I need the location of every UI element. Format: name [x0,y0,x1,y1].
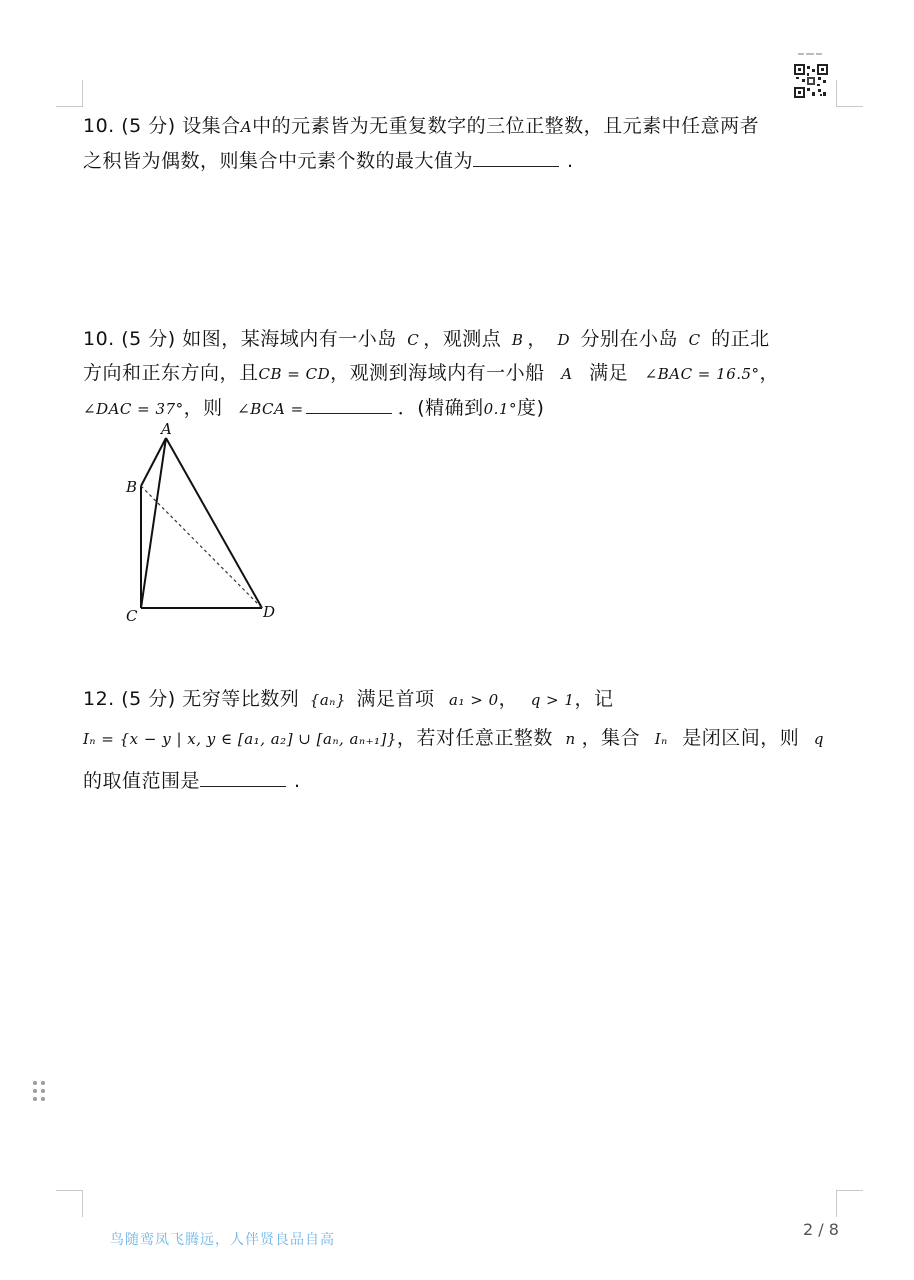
q10b-l1-B: B [511,331,524,349]
q10a-end: . [567,150,574,172]
q10b-l1-4: ， [527,328,547,350]
q10b-l2-eq: CB = CD [258,365,331,383]
crop-mark-bottom-left [56,1190,83,1217]
q10b-l2-0: 方向和正东方向，且 [83,362,259,384]
crop-mark-top-right [836,80,863,107]
q10b-l3-precision: 0.1° [483,400,517,418]
label-d: D [263,603,276,621]
q10a-set-letter: A [240,118,253,136]
q10b-l2-6: ， [759,362,780,384]
q12-l2-In: Iₙ [654,730,668,748]
drag-handle-icon[interactable] [32,1080,46,1102]
label-b: B [126,478,138,496]
label-c: C [126,607,138,625]
q10b-line-2 [83,361,779,386]
q10b-l2-2: ，观测到海域内有一小船 [330,362,545,384]
q10a-line-2 [83,148,574,173]
segment-ad [166,438,262,608]
q12-line-3 [83,768,301,793]
q10b-l3-5: 度) [516,397,545,419]
q10a-text-2: 之积皆为偶数，则集合中元素个数的最大值为 [83,150,474,172]
q10a-answer-blank[interactable] [473,148,559,167]
label-a: A [161,420,172,438]
crop-mark-top-left [56,80,83,107]
q12-end: . [294,770,301,792]
q12-l1-a1: a₁ > 0 [449,691,499,709]
segment-bd-dashed [141,486,262,608]
q12-line-1 [83,687,613,712]
q12-l2-n: n [565,730,576,748]
q10b-l1-6: 分别在小岛 [580,328,679,350]
qr-code-icon [794,64,828,98]
qr-caption-icon [798,50,822,58]
q12-l3: 的取值范围是 [83,770,201,792]
q10b-l1-0: 10. (5 分) 如图，某海域内有一小岛 [83,328,397,350]
triangle-figure [120,420,290,625]
q10b-l3-angle: ∠DAC = 37° [83,400,184,418]
q12-l1-2: 满足首项 [356,688,435,710]
q10a-line-1 [83,114,759,139]
page-number: 2 / 8 [803,1220,839,1239]
crop-mark-bottom-right [836,1190,863,1217]
q12-set-formula: Iₙ = {x − y | x, y ∈ [a₁, a₂] ∪ [aₙ, aₙ₊₁]} [83,730,397,748]
q12-line-2 [83,726,824,751]
q10b-l1-2: ，观测点 [423,328,502,350]
q12-l1-seq: {aₙ} [309,691,346,709]
q12-l2-2: ，集合 [581,727,641,749]
footer-motto: 鸟随鸾凤飞腾远，人伴贤良品自高 [110,1232,335,1248]
q10b-l2-angle: ∠BAC = 16.5° [644,365,760,383]
q10a-text-1: 10. (5 分) 设集合 [83,115,241,137]
q10b-l2-A: A [561,365,573,383]
q12-l1-q: q > 1 [530,691,575,709]
q10b-l1-C: C [407,331,420,349]
q12-answer-blank[interactable] [200,768,286,787]
q10b-l1-C2: C [688,331,701,349]
q10a-text-1-rest: 中的元素皆为无重复数字的三位正整数，且元素中任意两者 [252,115,760,137]
q12-l1-0: 12. (5 分) 无穷等比数列 [83,688,300,710]
q10b-l3-1: ，则 [183,397,223,419]
q10b-answer-blank[interactable] [306,395,392,414]
q10b-l1-8: 的正北 [711,328,770,350]
q10b-l3-bca: ∠BCA = [237,400,304,418]
q10b-l2-4: 满足 [589,362,629,384]
q10b-line-3 [83,395,544,421]
q10b-l1-D: D [557,331,570,349]
q12-l2-q: q [813,730,824,748]
q10b-line-1 [83,327,770,352]
q12-l2-0: ，若对任意正整数 [396,727,553,749]
q12-l1-4: ， [498,688,519,710]
q12-l2-4: 是闭区间，则 [682,727,800,749]
q12-l1-6: ，记 [574,688,614,710]
q10b-l3-3: ．(精确到 [397,397,484,419]
